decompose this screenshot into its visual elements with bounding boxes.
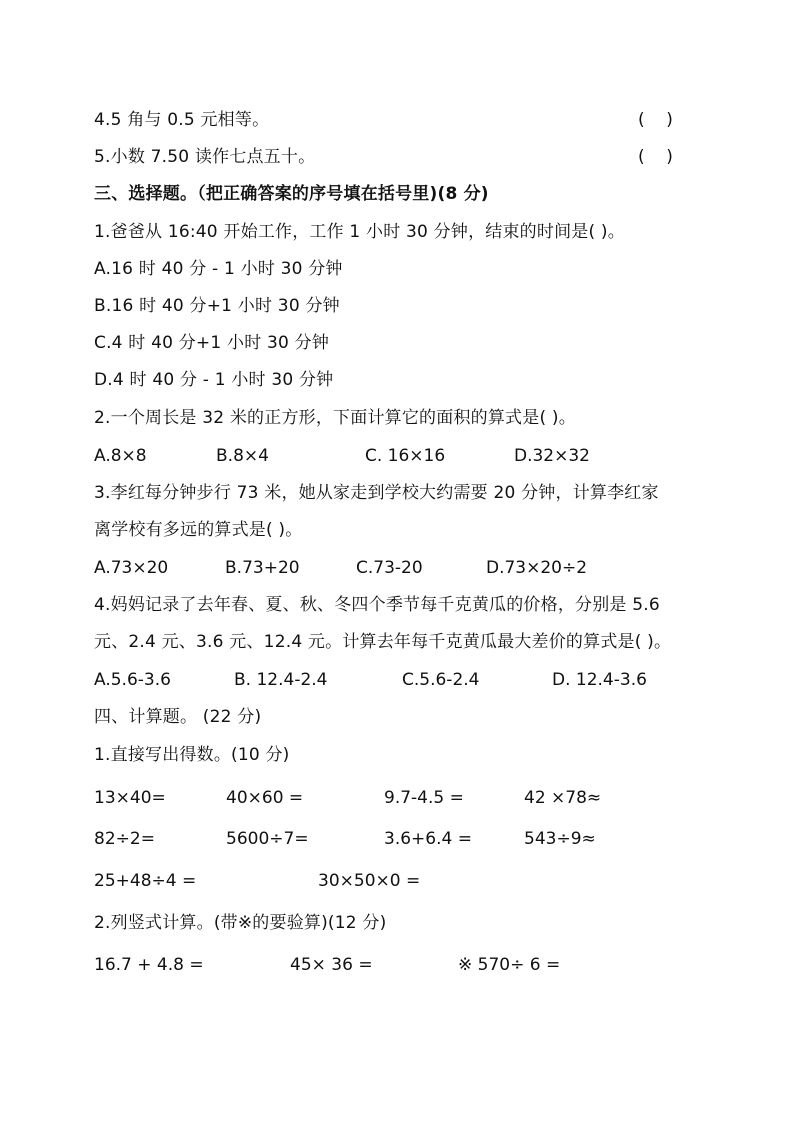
choice-q3-stem-line2: 离学校有多远的算式是( )。 — [94, 520, 303, 540]
choice-q2-option-a: A.8×8 — [94, 446, 147, 466]
direct-item-6: 5600÷7= — [226, 829, 309, 849]
choice-q2-option-c: C. 16×16 — [365, 446, 446, 466]
vertical-item-2: 45× 36 = — [290, 955, 373, 975]
direct-item-10: 30×50×0 = — [318, 871, 421, 891]
choice-q1-option-d: D.4 时 40 分 - 1 小时 30 分钟 — [94, 370, 334, 390]
choice-q2-option-b: B.8×4 — [216, 446, 269, 466]
choice-q3-option-b: B.73+20 — [225, 558, 300, 578]
direct-item-3: 9.7-4.5 = — [384, 788, 464, 808]
section-heading-calc: 四、计算题。 (22 分) — [94, 707, 262, 727]
direct-item-5: 82÷2= — [94, 829, 155, 849]
calc-direct-title: 1.直接写出得数。(10 分) — [94, 745, 290, 765]
judge-item-5: 5.小数 7.50 读作七点五十。 — [94, 147, 316, 167]
choice-q4-option-b: B. 12.4-2.4 — [234, 670, 328, 690]
direct-item-1: 13×40= — [94, 788, 166, 808]
choice-q4-stem-line2: 元、2.4 元、3.6 元、12.4 元。计算去年每千克黄瓜最大差价的算式是( )。 — [94, 632, 672, 652]
choice-q4-stem-line1: 4.妈妈记录了去年春、夏、秋、冬四个季节每千克黄瓜的价格，分别是 5.6 — [94, 595, 660, 615]
choice-q3-option-a: A.73×20 — [94, 558, 169, 578]
choice-q4-option-d: D. 12.4-3.6 — [552, 670, 647, 690]
choice-q3-option-c: C.73-20 — [356, 558, 423, 578]
choice-q2-option-d: D.32×32 — [514, 446, 591, 466]
section-heading-choice: 三、选择题。（把正确答案的序号填在括号里)(8 分) — [94, 184, 489, 204]
judge-item-4: 4.5 角与 0.5 元相等。 — [94, 110, 270, 130]
answer-paren-4: ( ) — [638, 110, 673, 130]
vertical-item-3: ※ 570÷ 6 = — [458, 955, 561, 975]
choice-q1-option-c: C.4 时 40 分+1 小时 30 分钟 — [94, 333, 330, 353]
choice-q3-option-d: D.73×20÷2 — [486, 558, 588, 578]
choice-q4-option-c: C.5.6-2.4 — [402, 670, 480, 690]
choice-q1-option-a: A.16 时 40 分 - 1 小时 30 分钟 — [94, 259, 343, 279]
direct-item-7: 3.6+6.4 = — [384, 829, 472, 849]
direct-item-8: 543÷9≈ — [524, 829, 596, 849]
direct-item-4: 42 ×78≈ — [524, 788, 602, 808]
choice-q4-option-a: A.5.6-3.6 — [94, 670, 171, 690]
choice-q2-stem: 2.一个周长是 32 米的正方形，下面计算它的面积的算式是( )。 — [94, 408, 576, 428]
choice-q1-stem: 1.爸爸从 16:40 开始工作，工作 1 小时 30 分钟，结束的时间是( )。 — [94, 222, 625, 242]
choice-q3-stem-line1: 3.李红每分钟步行 73 米，她从家走到学校大约需要 20 分钟，计算李红家 — [94, 483, 659, 503]
direct-item-2: 40×60 = — [226, 788, 304, 808]
direct-item-9: 25+48÷4 = — [94, 871, 197, 891]
vertical-item-1: 16.7 + 4.8 = — [94, 955, 204, 975]
answer-paren-5: ( ) — [638, 147, 673, 167]
calc-vertical-title: 2.列竖式计算。(带※的要验算)(12 分) — [94, 913, 387, 933]
choice-q1-option-b: B.16 时 40 分+1 小时 30 分钟 — [94, 296, 340, 316]
